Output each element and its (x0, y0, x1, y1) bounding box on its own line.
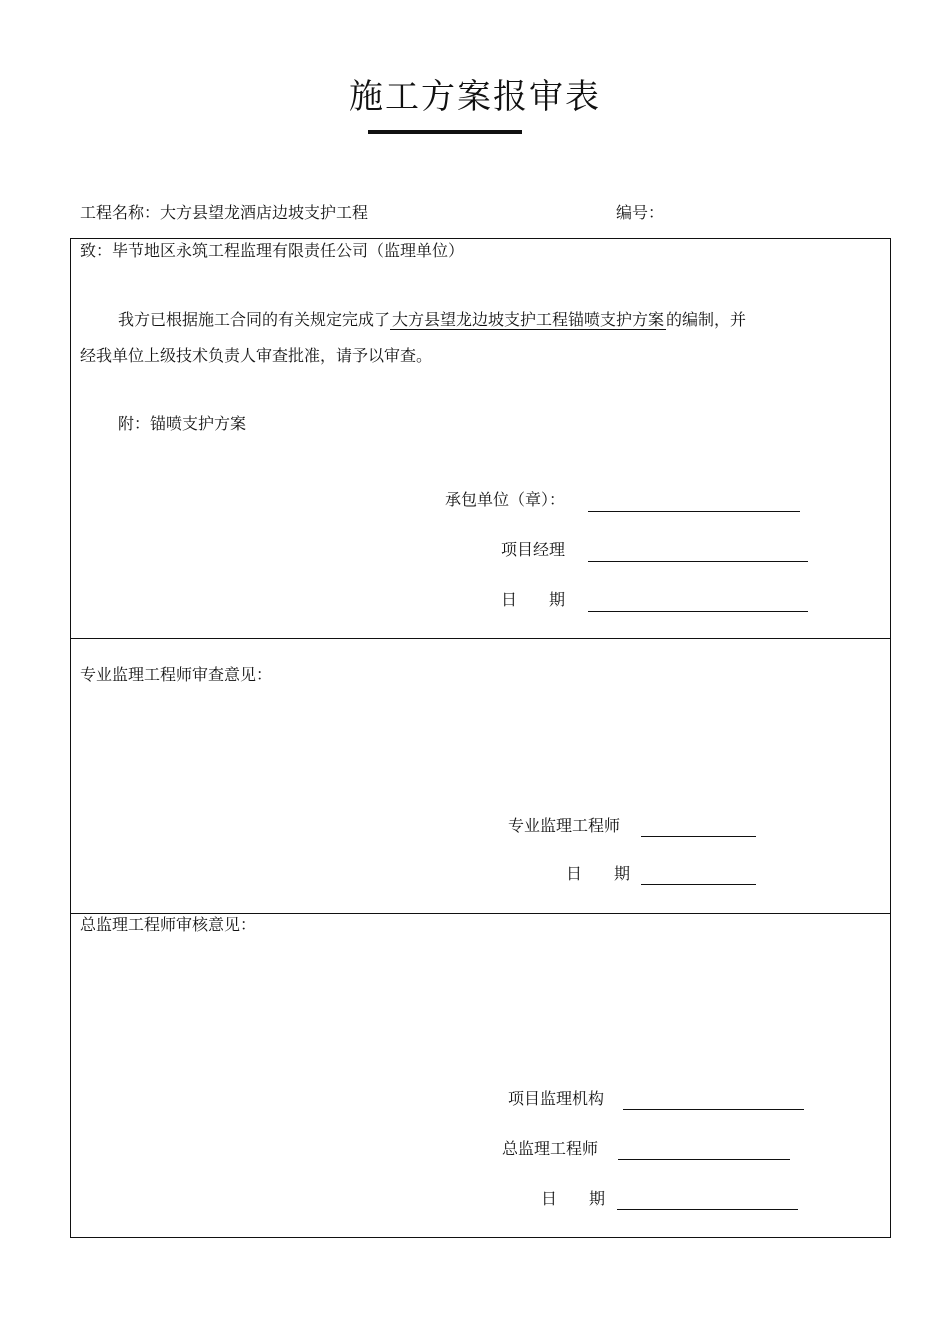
section-divider (71, 638, 890, 639)
submission-statement-line2: 经我单位上级技术负责人审查批准，请予以审查。 (80, 346, 433, 365)
specialist-engineer-label: 专业监理工程师 (508, 816, 621, 835)
project-manager-signature-line[interactable] (588, 561, 808, 562)
specialist-date-label: 日 期 (566, 864, 631, 883)
chief-date-line[interactable] (617, 1209, 798, 1210)
project-name: 工程名称：大方县望龙酒店边坡支护工程 (80, 203, 369, 222)
specialist-review-heading: 专业监理工程师审查意见： (80, 665, 273, 684)
project-manager-label: 项目经理 (501, 540, 566, 559)
supervision-org-signature-line[interactable] (623, 1109, 804, 1110)
contractor-signature-line[interactable] (588, 511, 800, 512)
submission-statement (118, 309, 746, 331)
contractor-date-label: 日 期 (501, 590, 566, 609)
supervision-org-label: 项目监理机构 (508, 1089, 605, 1108)
contractor-date-line[interactable] (588, 611, 808, 612)
statement-suffix: 的编制，并 (666, 310, 747, 329)
statement-prefix: 我方已根据施工合同的有关规定完成了 (118, 310, 391, 329)
contractor-label: 承包单位（章）： (445, 490, 566, 509)
chief-engineer-label: 总监理工程师 (502, 1139, 599, 1158)
addressee-line: 致：毕节地区永筑工程监理有限责任公司（监理单位） (80, 241, 465, 260)
chief-date-label: 日 期 (541, 1189, 606, 1208)
attachment-note: 附：锚喷支护方案 (118, 414, 247, 433)
specialist-date-line[interactable] (641, 884, 756, 885)
document-number-label: 编号： (616, 203, 665, 222)
specialist-engineer-signature-line[interactable] (641, 836, 756, 837)
page-title: 施工方案报审表 (349, 77, 601, 117)
plan-name: 大方县望龙边坡支护工程锚喷支护方案 (392, 310, 665, 329)
chief-engineer-signature-line[interactable] (618, 1159, 790, 1160)
title-underline (368, 130, 522, 134)
chief-review-heading: 总监理工程师审核意见： (80, 915, 257, 934)
review-form-table (70, 238, 891, 1238)
